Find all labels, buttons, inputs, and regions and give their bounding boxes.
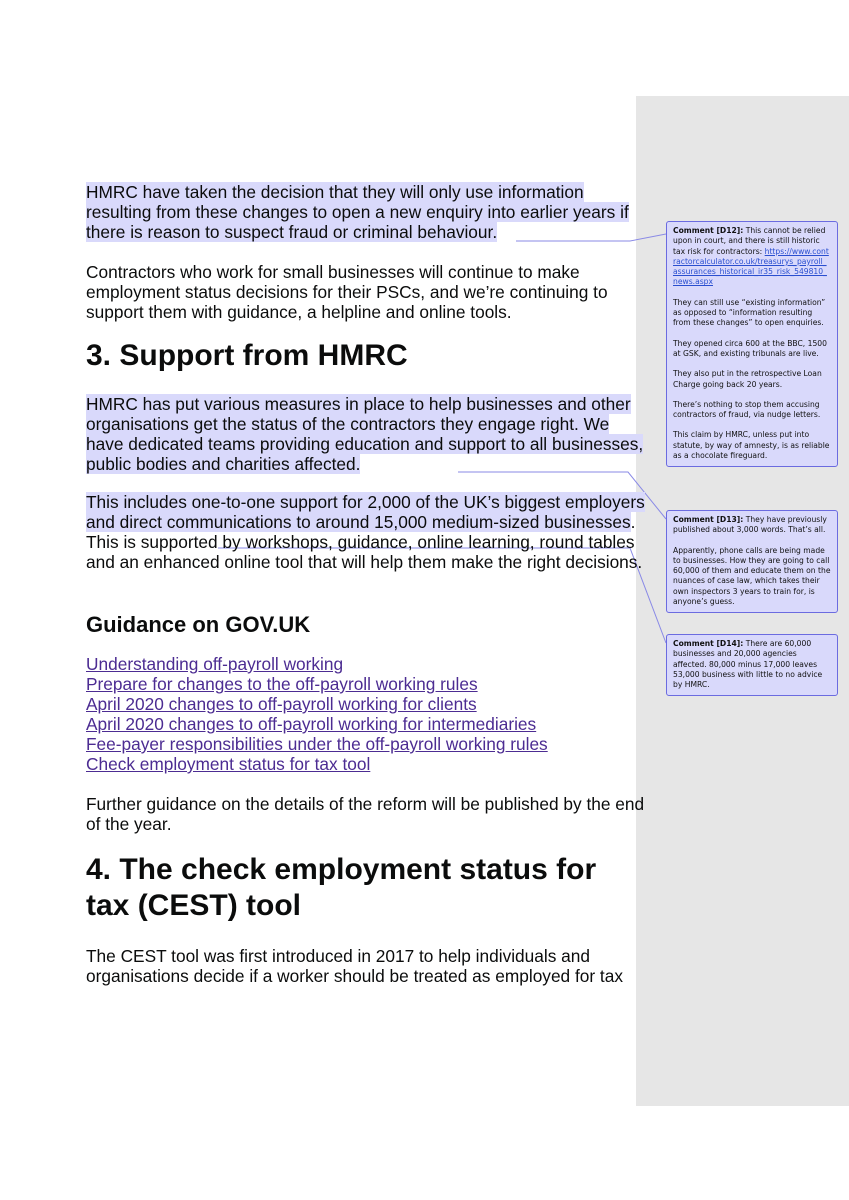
heading-support-from-hmrc: 3. Support from HMRC xyxy=(86,339,408,372)
link-changes-for-intermediaries[interactable]: April 2020 changes to off-payroll working for intermediaries xyxy=(86,714,537,734)
link-understanding-off-payroll[interactable]: Understanding off-payroll working xyxy=(86,654,344,674)
comment-d12-p5: There’s nothing to stop them accusing contractors of fraud, via nudge letters. xyxy=(673,399,821,420)
highlighted-text-d13: HMRC has put various measures in place to help businesses and other organisations get the status of the contractors they engage right. We have dedicated teams providing education and support to all businesses, public bodies and charities affected. xyxy=(86,394,644,474)
link-prepare-for-changes[interactable]: Prepare for changes to the off-payroll working rules xyxy=(86,674,478,694)
comment-d13-p2: Apparently, phone calls are being made to businesses. How they are going to call 60,000 of them and educate them on the nuances of case law, which takes their own inspectors 3 years to train for, is anyone’s guess. xyxy=(673,545,831,607)
paragraph-enquiry-decision xyxy=(86,182,646,242)
comment-d12-label: Comment [D12]: xyxy=(673,226,744,235)
comment-d12-p4: They also put in the retrospective Loan Charge going back 20 years. xyxy=(673,369,822,389)
paragraph-hmrc-measures xyxy=(86,394,646,474)
highlighted-text-d12: HMRC have taken the decision that they will only use information resulting from these changes to open a new enquiry into earlier years if there is reason to suspect fraud or criminal behaviour. xyxy=(86,182,629,242)
comment-d12-p3: They opened circa 600 at the BBC, 1500 at GSK, and existing tribunals are live. xyxy=(673,338,827,358)
comment-d13[interactable] xyxy=(666,510,838,613)
heading-guidance-on-gov-uk: Guidance on GOV.UK xyxy=(86,612,311,637)
link-check-employment-status-tool[interactable]: Check employment status for tax tool xyxy=(86,754,371,774)
paragraph-one-to-one-support-rest: . This is supported by workshops, guidance, online learning, round tables and an enhanced online tool that will help them make the right decisions. xyxy=(86,512,643,572)
comment-d12-p6: This claim by HMRC, unless put into statute, by way of amnesty, is as reliable as a chocolate fireguard. xyxy=(673,430,830,461)
paragraph-small-business-contractors: Contractors who work for small businesses will continue to make employment status decisions for their PSCs, and we’re continuing to support them with guidance, a helpline and online tools. xyxy=(86,262,608,322)
comment-d12[interactable] xyxy=(666,221,838,467)
comment-d14-label: Comment [D14]: xyxy=(673,639,744,648)
comment-d14-intro: There are 60,000 businesses and 20,000 agencies affected. 80,000 minus 17,000 leaves 53,000 business with little to no advice by HMRC. xyxy=(673,639,823,690)
paragraph-cest-introduced: The CEST tool was first introduced in 2017 to help individuals and organisations decide if a worker should be treated as employed for tax xyxy=(86,946,623,986)
paragraph-further-guidance: Further guidance on the details of the reform will be published by the end of the year. xyxy=(86,794,645,834)
heading-cest-tool: 4. The check employment status for tax (CEST) tool xyxy=(86,853,597,922)
comment-d13-intro: They have previously published about 3,000 words. That’s all. xyxy=(673,515,827,535)
link-changes-for-clients[interactable]: April 2020 changes to off-payroll working for clients xyxy=(86,694,477,714)
guidance-links-list xyxy=(86,654,548,774)
comment-d13-label: Comment [D13]: xyxy=(673,515,744,524)
link-fee-payer-responsibilities[interactable]: Fee-payer responsibilities under the off-payroll working rules xyxy=(86,734,548,754)
highlighted-text-d14: This includes one-to-one support for 2,000 of the UK’s biggest employers and direct communications to around 15,000 medium-sized businesses xyxy=(86,492,645,532)
comment-d14[interactable] xyxy=(666,634,838,696)
paragraph-one-to-one-support xyxy=(86,492,646,572)
comment-d12-p2: They can still use “existing information” as opposed to “information resulting from these changes” to open enquiries. xyxy=(673,297,826,328)
comment-d12-intro: This cannot be relied upon in court, and there is still historic tax risk for contractors: xyxy=(673,226,826,256)
comment-d12-link[interactable]: https://www.contractorcalculator.co.uk/treasurys_payroll_assurances_historical_ir35_risk_549810_news.aspx xyxy=(673,246,829,287)
